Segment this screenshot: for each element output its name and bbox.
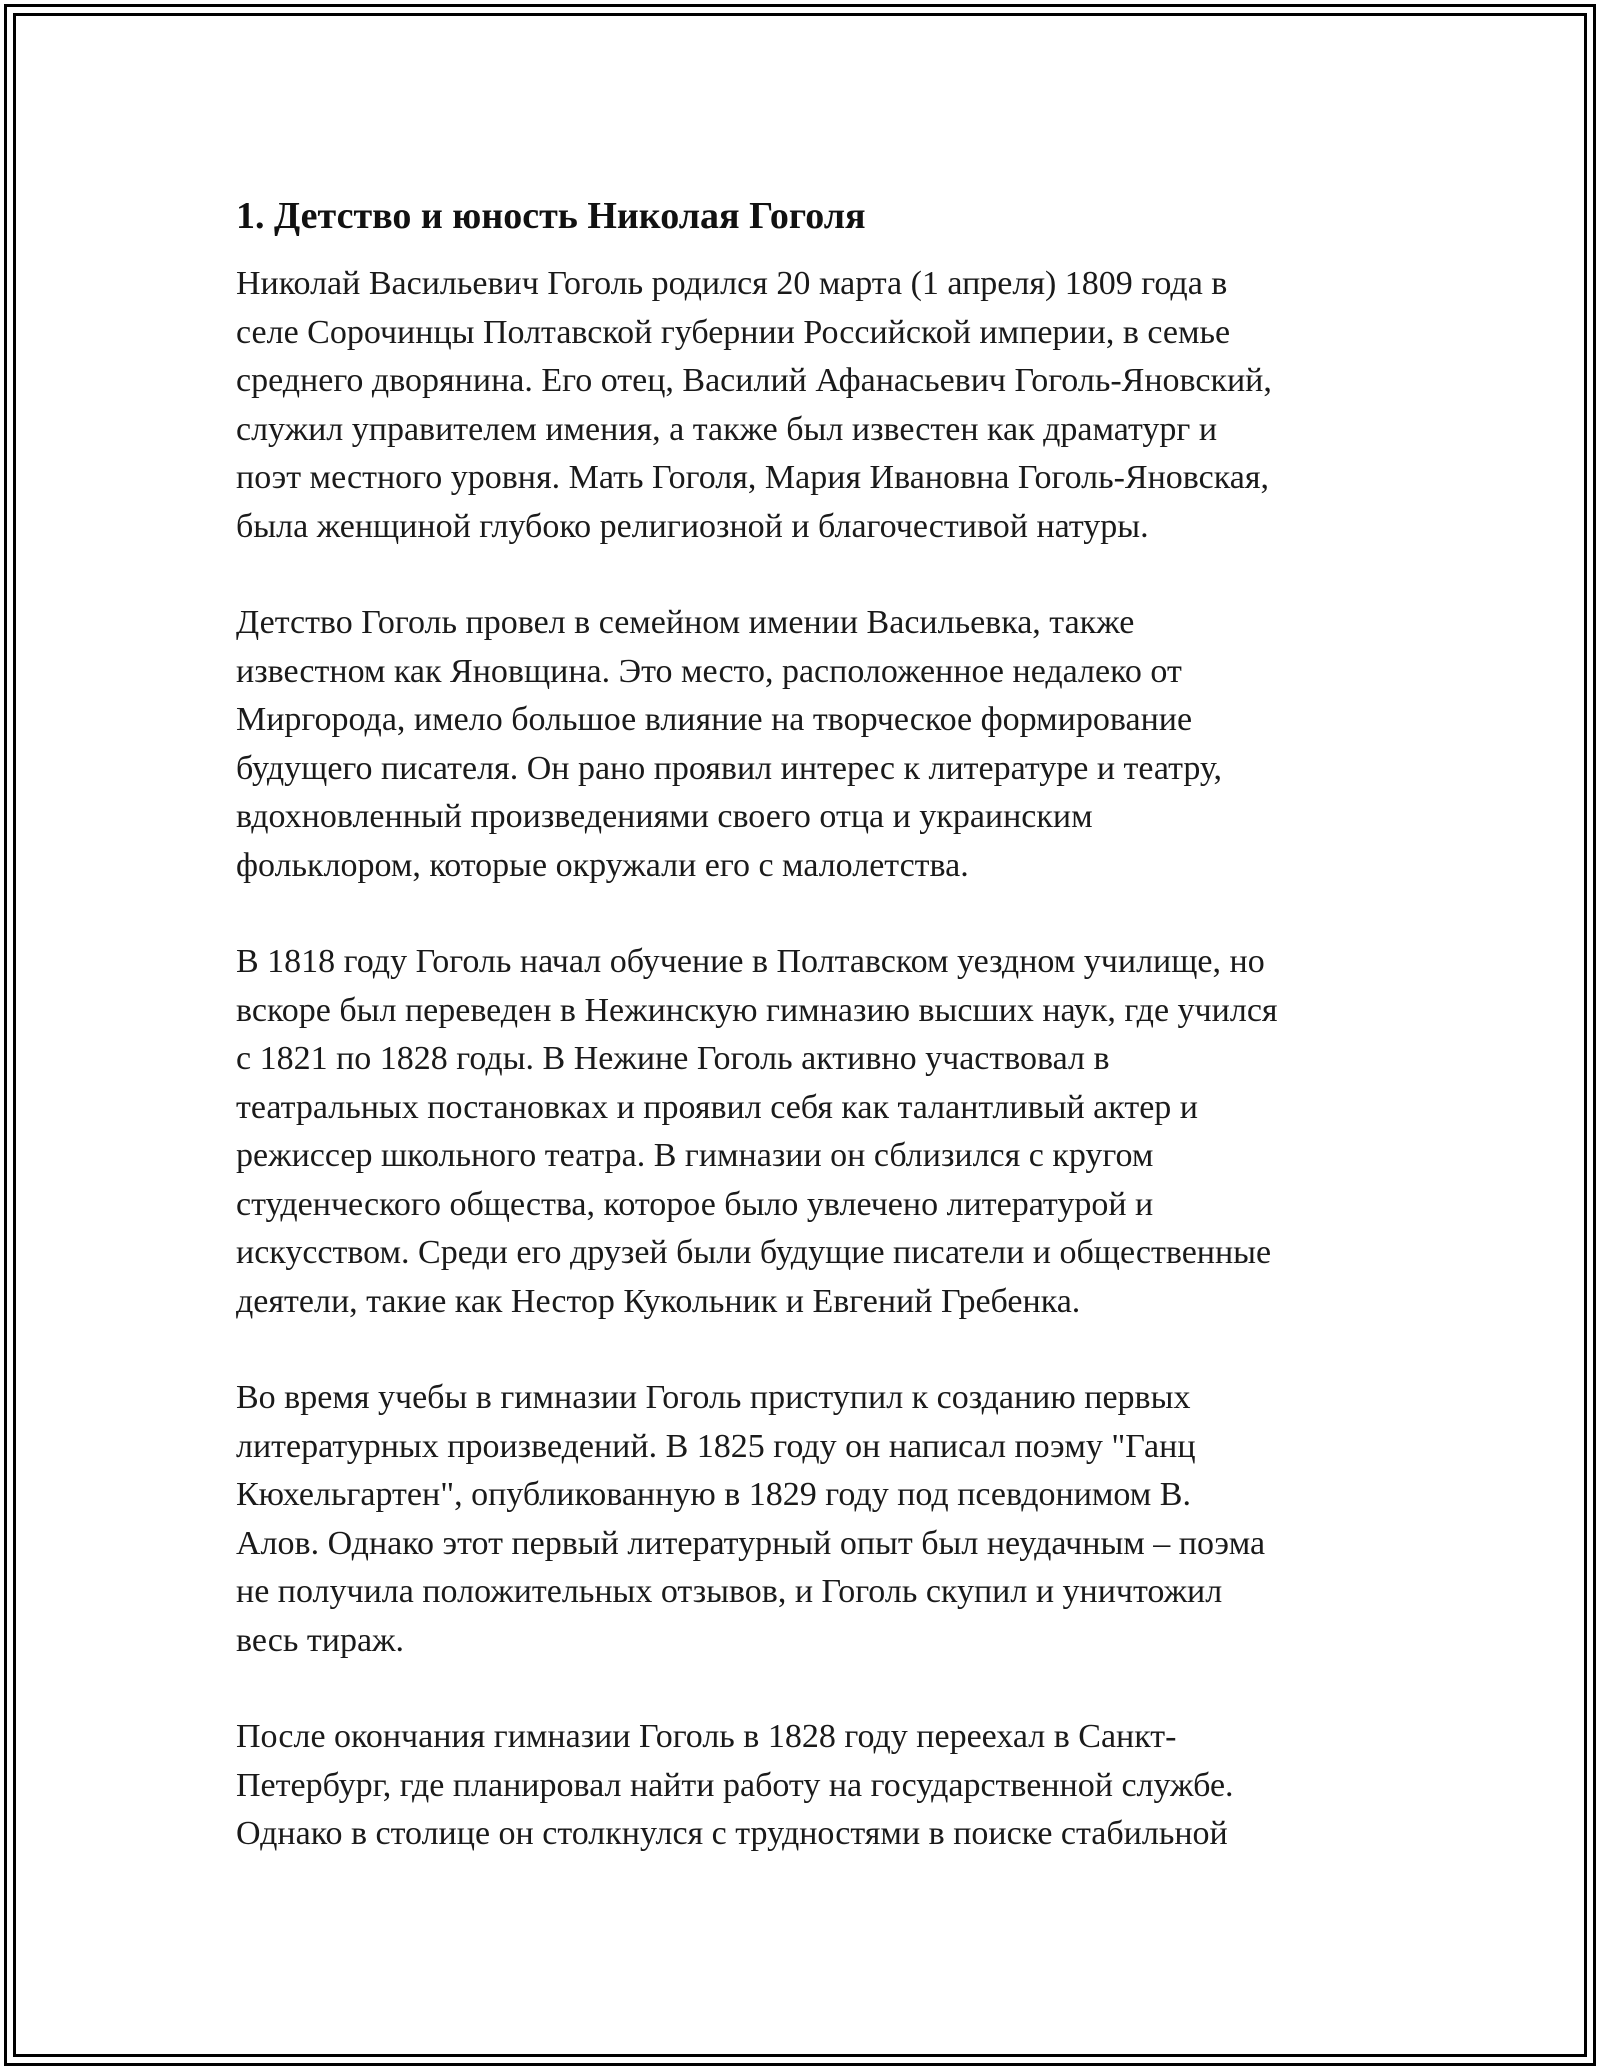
text-line: вскоре был переведен в Нежинскую гимназию высших наук, где учился <box>236 991 1278 1029</box>
text-line: студенческого общества, которое было увлечено литературой и <box>236 1185 1154 1223</box>
text-line: весь тираж. <box>236 1621 405 1659</box>
text-line: Кюхельгартен", опубликованную в 1829 году под псевдонимом В. <box>236 1476 1191 1513</box>
text-line: Однако в столице он столкнулся с трудностями в поиске стабильной <box>236 1815 1228 1852</box>
text-line: служил управителем имения, а также был известен как драматург и <box>236 410 1218 448</box>
section-heading: 1. Детство и юность Николая Гоголя <box>236 195 866 237</box>
text-line: Во время учебы в гимназии Гоголь приступил к созданию первых <box>236 1379 1191 1416</box>
text-line: Алов. Однако этот первый литературный опыт был неудачным – поэма <box>236 1524 1266 1562</box>
text-line: режиссер школьного театра. В гимназии он сблизился с кругом <box>236 1137 1154 1174</box>
text-line: Детство Гоголь провел в семейном имении Васильевка, также <box>236 604 1135 641</box>
text-line: будущего писателя. Он рано проявил интерес к литературе и театру, <box>236 749 1223 787</box>
text-line: фольклором, которые окружали его с малолетства. <box>236 846 969 884</box>
text-line: театральных постановках и проявил себя как талантливый актер и <box>236 1088 1198 1126</box>
text-line: После окончания гимназии Гоголь в 1828 году переехал в Санкт- <box>236 1718 1177 1755</box>
paragraph-5 <box>236 1713 1376 1859</box>
text-line: Петербург, где планировал найти работу на государственной службе. <box>236 1766 1234 1804</box>
paragraph-1 <box>236 260 1376 551</box>
text-line: деятели, такие как Нестор Кукольник и Евгений Гребенка. <box>236 1282 1081 1320</box>
text-line: Миргорода, имело большое влияние на творческое формирование <box>236 701 1193 738</box>
paragraph-3 <box>236 938 1376 1326</box>
paragraph-4 <box>236 1374 1376 1665</box>
text-line: Николай Васильевич Гоголь родился 20 марта (1 апреля) 1809 года в <box>236 265 1228 302</box>
text-line: В 1818 году Гоголь начал обучение в Полтавском уездном училище, но <box>236 943 1265 980</box>
text-line: вдохновленный произведениями своего отца и украинским <box>236 798 1093 835</box>
paragraph-2 <box>236 599 1376 890</box>
text-line: не получила положительных отзывов, и Гоголь скупил и уничтожил <box>236 1573 1223 1610</box>
text-line: литературных произведений. В 1825 году он написал поэму "Ганц <box>236 1427 1196 1465</box>
text-line: искусством. Среди его друзей были будущие писатели и общественные <box>236 1234 1272 1271</box>
text-line: была женщиной глубоко религиозной и благочестивой натуры. <box>236 507 1149 545</box>
text-line: известном как Яновщина. Это место, расположенное недалеко от <box>236 652 1182 690</box>
text-line: среднего дворянина. Его отец, Василий Афанасьевич Гоголь-Яновский, <box>236 362 1272 399</box>
text-line: поэт местного уровня. Мать Гоголя, Мария Ивановна Гоголь-Яновская, <box>236 459 1269 496</box>
document-body <box>236 186 1376 1859</box>
text-line: с 1821 по 1828 годы. В Нежине Гоголь активно участвовал в <box>236 1040 1110 1077</box>
text-line: селе Сорочинцы Полтавской губернии Российской империи, в семье <box>236 313 1231 351</box>
